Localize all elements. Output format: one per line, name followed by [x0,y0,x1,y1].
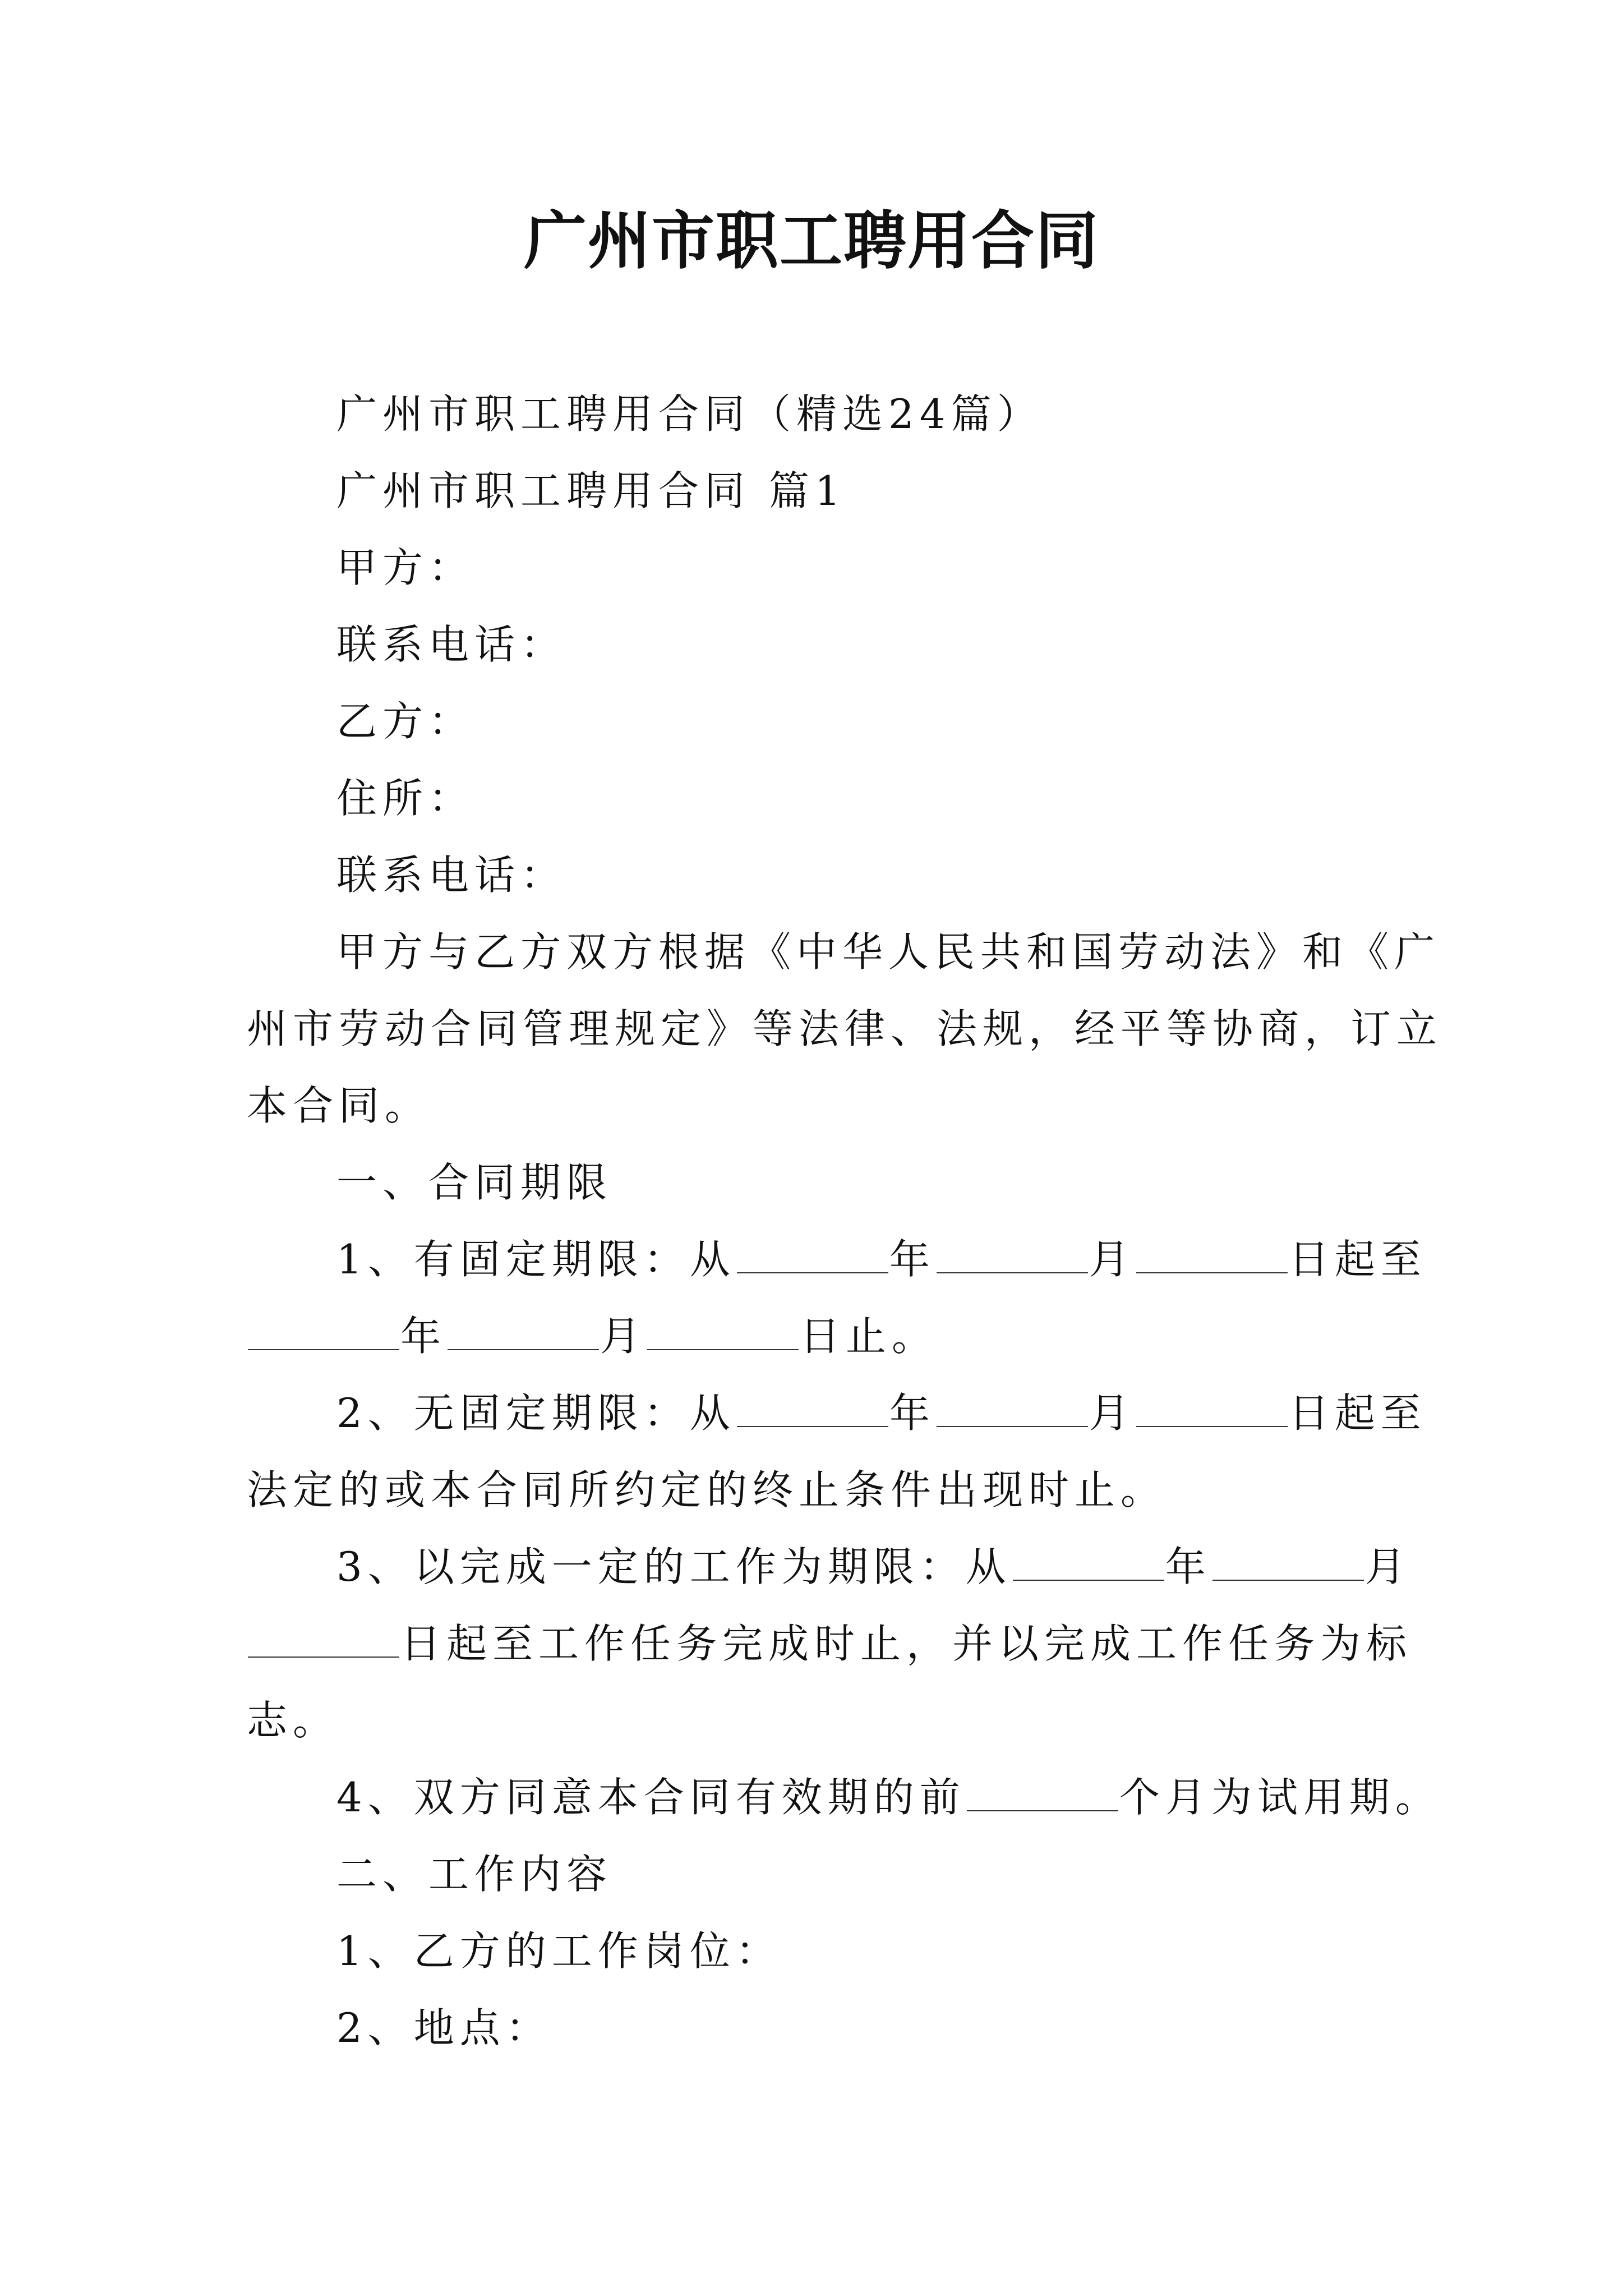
preamble-line-2: 州市劳动合同管理规定》等法律、法规，经平等协商，订立 [247,1005,1443,1052]
clause-4-prefix: 4、双方同意本合同有效期的前 [336,1774,966,1821]
phone-field-2: 联系电话： [336,852,567,899]
blank-line [1013,1574,1164,1581]
blank-line [248,1651,399,1658]
clause-3-line-2 [247,1605,1413,1682]
clause-2-prefix: 2、无固定期限：从 [336,1389,736,1437]
clause-2-year: 年 [889,1389,935,1437]
blank-line [737,1267,888,1273]
preamble-line-3: 本合同。 [247,1082,431,1129]
intro-line: 广州市职工聘用合同（精选24篇） [336,390,1043,438]
clause-3-line-1 [247,1529,1411,1605]
blank-line [1212,1574,1364,1581]
clause-3-month: 月 [1364,1543,1411,1590]
clause-3-year: 年 [1165,1543,1211,1590]
blank-line [448,1343,599,1350]
document-title: 广州市职工聘用合同 [524,205,1099,278]
item-2: 2、地点： [336,2004,552,2051]
clause-1-month: 月 [1089,1236,1135,1283]
clause-2-line-1 [247,1375,1427,1452]
clause-3-line-3: 志。 [247,1697,339,1744]
blank-line [967,1805,1118,1811]
blank-line [937,1267,1088,1273]
blank-line [248,1343,399,1350]
clause-4-line [247,1759,1441,1836]
section-2-title: 二、工作内容 [336,1851,613,1898]
item-1: 1、乙方的工作岗位： [336,1927,782,1975]
blank-line [937,1420,1088,1427]
clause-1-line-2 [247,1298,1396,1375]
blank-line [737,1420,888,1427]
blank-line [1136,1420,1288,1427]
clause-1-year: 年 [889,1236,935,1283]
section-1-title: 一、合同期限 [336,1159,613,1206]
clause-2-day-from: 日起至 [1288,1389,1427,1437]
clause-1-day-from: 日起至 [1288,1236,1427,1283]
phone-field-1: 联系电话： [336,621,567,668]
document-body [247,376,1443,2067]
clause-1-line-1 [247,1221,1427,1298]
clause-1-day-end: 日止。 [800,1313,938,1360]
clause-2-line-2: 法定的或本合同所约定的终止条件出现时止。 [247,1466,1167,1513]
blank-line [1136,1267,1288,1273]
clause-1-year2: 年 [400,1313,447,1360]
clause-4-suffix: 个月为试用期。 [1119,1774,1441,1821]
party-a-field: 甲方： [336,544,475,591]
section-heading: 广州市职工聘用合同 篇1 [336,467,846,514]
blank-line [647,1343,799,1350]
address-field: 住所： [336,775,475,822]
clause-1-month2: 月 [600,1313,647,1360]
clause-3-line-2-text: 日起至工作任务完成时止，并以完成工作任务为标 [400,1620,1413,1667]
party-b-field: 乙方： [336,698,475,745]
clause-1-prefix: 1、有固定期限：从 [336,1236,736,1283]
preamble-line-1: 甲方与乙方双方根据《中华人民共和国劳动法》和《广 [336,928,1441,976]
clause-2-month: 月 [1089,1389,1135,1437]
clause-3-prefix: 3、以完成一定的工作为期限：从 [336,1543,1012,1590]
